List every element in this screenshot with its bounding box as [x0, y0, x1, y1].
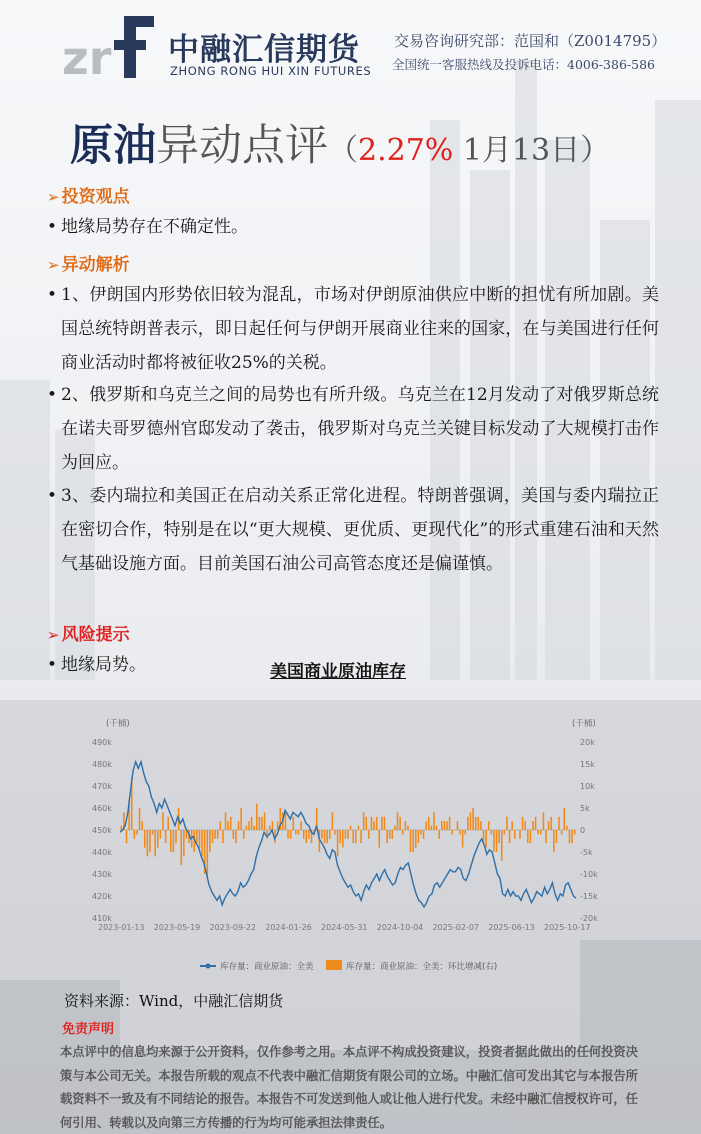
- bar: [407, 826, 409, 830]
- bar: [251, 817, 253, 830]
- bar: [183, 830, 185, 856]
- bar: [566, 826, 568, 830]
- bar: [358, 826, 360, 830]
- bar: [550, 817, 552, 830]
- x-tick-label: 2025-02-07: [432, 923, 479, 932]
- bar: [199, 830, 201, 848]
- bar: [420, 830, 422, 834]
- bar: [287, 830, 289, 839]
- bar: [480, 821, 482, 830]
- bar: [441, 821, 443, 830]
- y-tick-label-left: 430k: [92, 870, 112, 879]
- bar: [259, 817, 261, 830]
- bar: [527, 830, 529, 843]
- bar: [154, 830, 156, 856]
- bar: [532, 821, 534, 830]
- bar: [295, 830, 297, 834]
- bar: [371, 817, 373, 830]
- y-tick-label-left: 480k: [92, 760, 112, 769]
- bar: [514, 830, 516, 839]
- bar: [149, 830, 151, 852]
- section-heading-view: [47, 182, 130, 207]
- x-tick-label: 2024-05-31: [321, 923, 368, 932]
- list-item-text: 2、俄罗斯和乌克兰之间的局势也有所升级。乌克兰在12月发动了对俄罗斯总统在诺夫哥罗德州官邸发动了袭击，俄罗斯对乌克兰关键目标发动了大规模打击作为回应。: [61, 385, 659, 473]
- bar: [136, 830, 138, 834]
- bar: [152, 830, 154, 834]
- bar: [558, 817, 560, 830]
- bar: [402, 830, 404, 834]
- bullet-dot-icon: •: [47, 655, 58, 675]
- bar: [509, 830, 511, 843]
- bar: [285, 812, 287, 830]
- company-name-cn: 中融汇信期货: [168, 32, 360, 68]
- bar: [386, 830, 388, 843]
- bar: [381, 817, 383, 830]
- arrow-icon: ➢: [47, 626, 60, 644]
- bar: [530, 830, 532, 843]
- service-hotline: 全国统一客服热线及投诉电话：4006-386-586: [392, 57, 655, 72]
- bar: [298, 830, 300, 834]
- y-tick-label-left: 410k: [92, 914, 112, 923]
- bar: [300, 821, 302, 830]
- bar: [563, 808, 565, 830]
- bar: [425, 821, 427, 830]
- bar: [220, 821, 222, 830]
- y-tick-label-right: -15k: [580, 892, 598, 901]
- bar: [253, 826, 255, 830]
- bar: [423, 830, 425, 839]
- bar: [272, 821, 274, 830]
- bar: [446, 821, 448, 830]
- bar: [238, 821, 240, 830]
- bar: [256, 804, 258, 830]
- list-item-text: 地缘局势。: [61, 655, 146, 675]
- bar: [451, 830, 453, 834]
- page-title: [70, 112, 610, 173]
- x-tick-label: 2023-01-13: [98, 923, 145, 932]
- section-heading-risk: [47, 620, 130, 645]
- list-item-analysis-1: [47, 278, 659, 380]
- report-header: [0, 0, 701, 100]
- title-commodity: 原油: [70, 121, 156, 171]
- bar: [222, 830, 224, 843]
- bar: [337, 830, 339, 856]
- bar: [157, 830, 159, 848]
- bar: [175, 830, 177, 843]
- company-name-en: ZHONG RONG HUI XIN FUTURES: [170, 64, 372, 78]
- left-axis-unit: (千桶): [106, 719, 130, 729]
- bar: [545, 830, 547, 843]
- list-item-text: 1、伊朗国内形势依旧较为混乱，市场对伊朗原油供应中断的担忧有所加剧。美国总统特朗普表示，即日起任何与伊朗开展商业往来的国家，在与美国进行任何商业活动时都将被征收25%的关税。: [61, 285, 659, 373]
- bar: [543, 812, 545, 830]
- bar: [167, 817, 169, 830]
- bar: [207, 830, 209, 878]
- bar: [332, 812, 334, 830]
- bar: [246, 826, 248, 830]
- bar: [144, 830, 146, 848]
- bar: [415, 830, 417, 848]
- bar: [212, 830, 214, 843]
- list-item-text: 地缘局势存在不确定性。: [61, 217, 248, 237]
- bar: [165, 830, 167, 843]
- bar: [457, 821, 459, 830]
- bar: [436, 826, 438, 830]
- bar: [488, 821, 490, 830]
- right-axis-unit: (千桶): [572, 719, 596, 729]
- bar: [517, 830, 519, 831]
- section-label: 投资观点: [61, 187, 130, 207]
- y-tick-label-left: 470k: [92, 782, 112, 791]
- y-tick-label-right: 20k: [580, 738, 595, 747]
- company-logo-icon: [62, 14, 160, 80]
- bar: [462, 830, 464, 848]
- bar: [126, 830, 128, 843]
- list-item-analysis-3: [47, 479, 659, 581]
- x-tick-label: 2023-05-19: [153, 923, 201, 932]
- section-label: 风险提示: [61, 625, 130, 645]
- bar: [553, 830, 555, 852]
- y-tick-label-left: 450k: [92, 826, 112, 835]
- y-tick-label-left: 490k: [92, 738, 112, 747]
- bar: [431, 826, 433, 830]
- analyst-contact: 交易咨询研究部：范国和（Z0014795）: [394, 32, 667, 50]
- bar: [264, 812, 266, 830]
- bar: [397, 812, 399, 830]
- y-tick-label-left: 440k: [92, 848, 112, 857]
- bar: [352, 830, 354, 843]
- bar: [201, 830, 203, 856]
- bar: [233, 830, 235, 839]
- bar: [438, 830, 440, 839]
- bar: [399, 817, 401, 830]
- bar: [378, 830, 380, 848]
- y-tick-label-right: -10k: [580, 870, 598, 879]
- bar: [405, 821, 407, 830]
- bar: [498, 830, 500, 843]
- bar: [139, 808, 141, 830]
- list-item-risk: [47, 648, 247, 682]
- bar: [308, 830, 310, 839]
- bar: [519, 830, 521, 839]
- title-type: 异动点评: [156, 121, 328, 171]
- bar: [269, 826, 271, 830]
- bar: [240, 808, 242, 830]
- title-paren-open: （: [328, 133, 358, 168]
- bullet-dot-icon: •: [47, 486, 58, 506]
- legend-bar-swatch: [326, 960, 342, 970]
- y-tick-label-right: 10k: [580, 782, 595, 791]
- bar: [261, 817, 263, 830]
- legend-line-label: 库存量：商业原油：全美: [220, 962, 314, 972]
- title-date: 1月13日: [453, 133, 581, 168]
- bar: [326, 830, 328, 843]
- bar: [209, 830, 211, 852]
- legend-bar-label: 库存量：商业原油：全美：环比增减(右): [346, 962, 498, 972]
- svg-text:zr: zr: [62, 31, 112, 80]
- y-tick-label-right: 15k: [580, 760, 595, 769]
- x-tick-label: 2025-10-17: [544, 923, 591, 932]
- arrow-icon: ➢: [47, 188, 60, 206]
- bar: [540, 830, 542, 834]
- data-source: 资料来源：Wind，中融汇信期货: [64, 992, 284, 1010]
- bar: [324, 830, 326, 843]
- x-tick-label: 2024-01-26: [265, 923, 312, 932]
- bar: [506, 817, 508, 830]
- x-tick-label: 2025-06-13: [488, 923, 535, 932]
- list-item-view: [47, 210, 659, 244]
- bar: [334, 830, 336, 834]
- bar: [478, 817, 480, 830]
- bar: [277, 821, 279, 830]
- bar: [394, 826, 396, 830]
- bar: [389, 830, 391, 839]
- title-paren-close: ）: [580, 133, 611, 168]
- bar: [535, 817, 537, 830]
- bar: [384, 817, 386, 830]
- bar: [537, 830, 539, 834]
- bar: [501, 830, 503, 861]
- legend-line-marker: [206, 964, 211, 969]
- bar: [141, 821, 143, 830]
- bar: [522, 817, 524, 830]
- bar: [321, 830, 323, 839]
- bar: [470, 812, 472, 830]
- bullet-dot-icon: •: [47, 285, 58, 305]
- bar: [180, 830, 182, 865]
- bar: [345, 830, 347, 839]
- bar: [306, 830, 308, 843]
- chart-title: 美国商业原油库存: [270, 662, 406, 682]
- bar: [485, 830, 487, 848]
- title-change-pct: 2.27%: [358, 133, 454, 168]
- list-item-text: 3、委内瑞拉和美国正在启动关系正常化进程。特朗普强调，美国与委内瑞拉正在密切合作，特别是在以“更大规模、更优质、更现代化”的形式重建石油和天然气基础设施方面。目前美国石油公司高管态度还是偏谨慎。: [61, 486, 659, 574]
- bar: [360, 830, 362, 843]
- section-heading-analysis: [47, 250, 130, 275]
- bar: [511, 821, 513, 830]
- arrow-icon: ➢: [47, 256, 60, 274]
- bar: [290, 830, 292, 839]
- list-item-analysis-2: [47, 378, 659, 480]
- bar: [412, 830, 414, 852]
- y-tick-label-right: 0: [580, 826, 586, 835]
- bar: [214, 830, 216, 839]
- bar: [196, 830, 198, 843]
- y-tick-label-left: 420k: [92, 892, 112, 901]
- y-tick-label-right: -20k: [580, 914, 598, 923]
- bar: [248, 821, 250, 830]
- bar: [162, 812, 164, 830]
- bar: [365, 817, 367, 830]
- bar: [459, 830, 461, 834]
- bar: [217, 830, 219, 839]
- bar: [454, 830, 456, 831]
- bar: [571, 830, 573, 843]
- bar: [147, 830, 149, 856]
- bar: [303, 830, 305, 839]
- bar: [449, 817, 451, 830]
- bar: [496, 830, 498, 852]
- bar: [561, 830, 563, 834]
- bar: [170, 830, 172, 852]
- bar: [225, 812, 227, 830]
- bar: [433, 812, 435, 830]
- bar: [355, 830, 357, 843]
- bar: [491, 830, 493, 834]
- bar: [556, 830, 558, 843]
- disclaimer-title: 免责声明: [62, 1022, 115, 1037]
- bar: [504, 830, 506, 834]
- bar: [373, 821, 375, 830]
- bar: [392, 830, 394, 839]
- x-tick-label: 2024-10-04: [376, 923, 424, 932]
- section-label: 异动解析: [61, 255, 130, 275]
- bar: [418, 830, 420, 843]
- bullet-dot-icon: •: [47, 217, 58, 237]
- bar: [569, 830, 571, 843]
- disclaimer-body: 本点评中的信息均来源于公开资料，仅作参考之用。本点评不构成投资建议，投资者据此做出的任何投资决策与本公司无关。本报告所载的观点不代表中融汇信期货有限公司的立场。中融汇信可发出其它与本报告所载资料不一致及有不同结论的报告。本报告不可发送到他人或让他人进行代发。未经中融汇信授权许可，任何引用、转载以及向第三方传播的行为均可能承担法律责任。: [60, 1044, 638, 1130]
- bar: [121, 826, 123, 830]
- crude-inventory-chart: [88, 712, 613, 980]
- y-tick-label-left: 460k: [92, 804, 112, 813]
- bar: [472, 808, 474, 830]
- bar: [342, 830, 344, 848]
- bar: [475, 817, 477, 830]
- bar: [347, 830, 349, 839]
- bar: [329, 830, 331, 839]
- x-tick-label: 2023-09-22: [209, 923, 256, 932]
- bar: [363, 812, 365, 830]
- bar: [235, 830, 237, 843]
- bar: [376, 817, 378, 830]
- bar: [134, 830, 136, 839]
- bar: [444, 821, 446, 830]
- bar: [227, 821, 229, 830]
- bar: [524, 821, 526, 830]
- bar: [428, 817, 430, 830]
- bar: [350, 826, 352, 830]
- bar: [230, 817, 232, 830]
- bar: [548, 821, 550, 830]
- bar: [173, 830, 175, 852]
- bar: [467, 817, 469, 830]
- bar: [339, 830, 341, 843]
- bar: [574, 830, 576, 834]
- bar: [160, 830, 162, 839]
- bar: [368, 830, 370, 839]
- bar: [292, 817, 294, 830]
- bullet-dot-icon: •: [47, 385, 58, 405]
- y-tick-label-right: 5k: [580, 804, 590, 813]
- bar: [410, 830, 412, 852]
- bar: [464, 830, 466, 834]
- y-tick-label-right: -5k: [580, 848, 593, 857]
- bar: [493, 830, 495, 852]
- bar: [243, 830, 245, 839]
